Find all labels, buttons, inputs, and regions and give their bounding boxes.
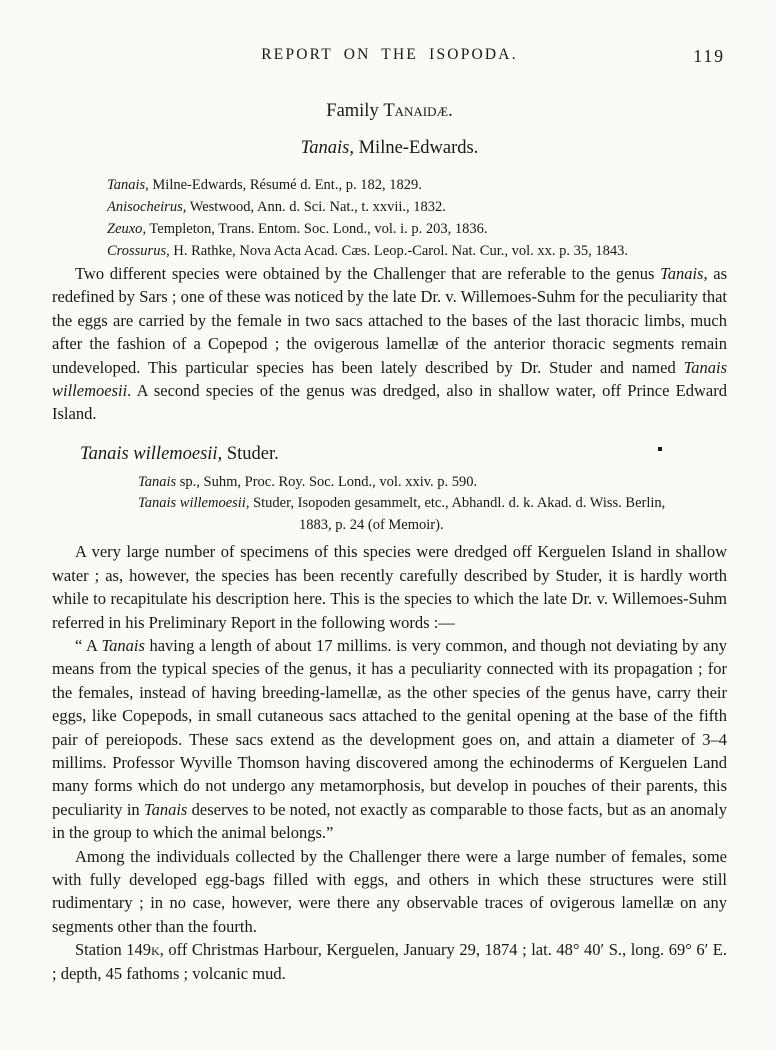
synonymy-entry-crossurus: Crossurus, H. Rathke, Nova Acta Acad. Cæs. Leop.-Carol. Nat. Cur., vol. xx. p. 35, 1843.	[107, 243, 629, 259]
species-synonymy-list	[138, 472, 727, 537]
synonymy-entry-anisocheirus: Anisocheirus, Westwood, Ann. d. Sci. Nat., t. xxvii., 1832.	[107, 199, 446, 215]
page-header	[52, 46, 727, 68]
synonymy-entry-zeuxo: Zeuxo, Templeton, Trans. Entom. Soc. Lond., vol. i. p. 203, 1836.	[107, 221, 488, 237]
paragraph-suhm-quote: “ A Tanais having a length of about 17 millims. is very common, and though not deviating by any means from the typical species of the genus, it has a peculiarity connected with its propagation ; for the females, instead of having breeding-lamellæ, as the other species of the genus have, carry their eggs, like Copepods, in small cutaneous sacs attached to the genital opening at the base of the fifth pair of pereiopods. These sacs extend as the development goes on, and attain a diameter of 3–4 millims. Professor Wyville Thomson having discovered among the echinoderms of Kerguelen Land many forms which do not undergo any metamorphosis, but develop in pouches of their parents, this peculiarity in Tanais deserves to be noted, not exactly as comparable to those facts, but as an anomaly in the group to which the animal belongs.”	[52, 635, 728, 843]
species-heading: Tanais willemoesii, Studer.	[80, 443, 279, 464]
paragraph-egg-bags: Among the individuals collected by the Challenger there were a large number of females, some with fully developed egg-bags filled with eggs, and others in which these structures were still rudimentary ; in no case, however, were there any observable traces of ovigerous lamellæ on any segments other than the fourth.	[52, 846, 727, 936]
family-heading	[52, 101, 727, 122]
family-heading-prefix: Family	[326, 101, 384, 121]
synonymy-entry-tanais-sp: Tanais sp., Suhm, Proc. Roy. Soc. Lond., vol. xxiv. p. 590.	[138, 473, 478, 490]
paragraph-station-record: Station 149k, off Christmas Harbour, Kerguelen, January 29, 1874 ; lat. 48° 40′ S., long. 69° 6′ E. ; depth, 45 fathoms ; volcanic mud.	[52, 940, 727, 983]
running-head-title: REPORT ON THE ISOPODA.	[261, 46, 518, 63]
paragraph-species-discussion: A very large number of specimens of this species were dredged off Kerguelen Island in shallow water ; as, however, the species has been recently carefully described by Studer, it is hardly worth while to recapitulate his description here. This is the species to which the late Dr. v. Willemoes-Suhm referred in his Preliminary Report in the following words :—	[52, 542, 727, 632]
genus-heading: Tanais, Milne-Edwards.	[300, 138, 479, 158]
family-name-smallcaps: Tanaidæ.	[383, 101, 453, 121]
ink-speck	[658, 447, 662, 451]
synonymy-entry-tanais-willemoesii: Tanais willemoesii, Studer, Isopoden gesammelt, etc., Abhandl. d. k. Akad. d. Wiss. Berlin,	[138, 495, 666, 512]
synonymy-entry-tanais: Tanais, Milne-Edwards, Résumé d. Ent., p. 182, 1829.	[107, 177, 422, 193]
genus-synonymy-list	[107, 174, 727, 262]
page-number: 119	[693, 46, 725, 66]
paragraph-genus-discussion: Two different species were obtained by the Challenger that are referable to the genus Tanais, as redefined by Sars ; one of these was noticed by the late Dr. v. Willemoes-Suhm for the peculiarity that the eggs are carried by the female in two sacs attached to the bases of the last thoracic limbs, much after the fashion of a Copepod ; the ovigerous lamellæ of the anterior thoracic segments remain undeveloped. This particular species has been lately described by Dr. Studer and named Tanais willemoesii. A second species of the genus was dredged, also in shallow water, off Prince Edward Island.	[52, 264, 727, 424]
synonymy-entry-continuation: 1883, p. 24 (of Memoir).	[299, 516, 444, 533]
